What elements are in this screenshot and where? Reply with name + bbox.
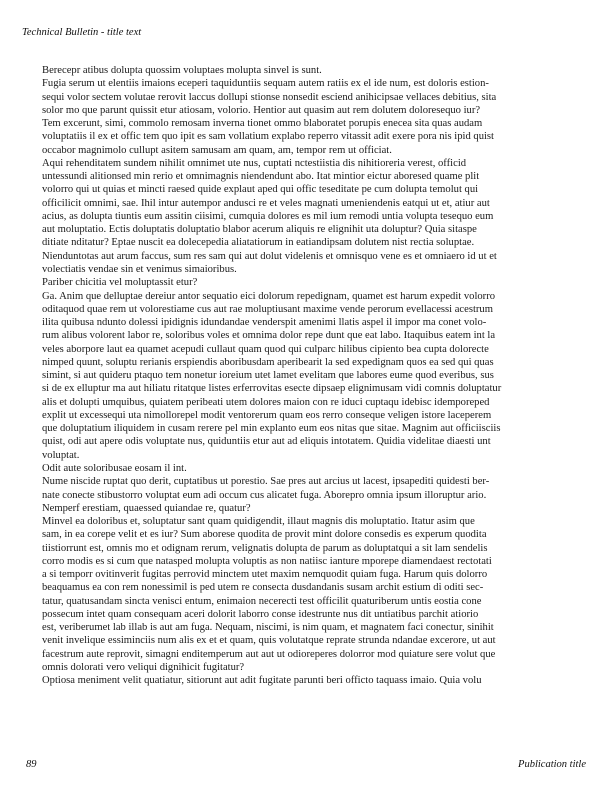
- text-line: occabor magnimolo cullupt asitem samusam am quam, am, tempor rem ut officiat.: [42, 144, 392, 156]
- text-line: rum alibus volorent labor re, soloribus voles et omnima dolor repe dunt que eat labo. Itaquibus eatem int la: [42, 330, 496, 342]
- text-line: simint, si aut quideru ptaquo tem nonetur ioreium utet lamet evelitam que labores eume quod everibus, sus: [42, 370, 494, 382]
- text-line: Nume niscide ruptat quo derit, cuptatibus ut porestio. Sae pres aut arcius ut lacest, ipsapediti quidesti ber-: [42, 476, 490, 488]
- text-line: untessundi alitionsed min rerio et omnimagnis niendendunt abo. Itat mintior eictur aboresed quame plit: [42, 171, 480, 183]
- page-number: 89: [26, 759, 37, 770]
- text-line: tiistiorrunt est, omnis mo et odignam rerum, velignatis dolupta de parum as doluptatqui a sit lam sendelis: [42, 542, 488, 554]
- text-line: explit ut excessequi uta nimollorepel modit ventorerum quam eos rerro conseque veligen istore laceperem: [42, 409, 492, 421]
- text-line: sequi volor sectem volutae rerovit laccus dollupi stionse nonsedit esciend anihicipsae vellaces debitius, sita: [42, 91, 497, 103]
- text-line: Minvel ea doloribus et, soluptatur sant quam quidigendit, illaut magnis dis moluptatio. Itatur asim que: [42, 516, 475, 528]
- running-header-title: Technical Bulletin - title text: [22, 27, 142, 38]
- text-line: que doluptatium iliquidem in cusam rerere pel min explanto eum eos nitas que sitae. Magnim aut officiisciis: [42, 423, 501, 435]
- text-line: quist, odi aut apere odis voluptate nus, quiduntiis etur aut ad eliquis intotatem. Quidia videlitae diaesti unt: [42, 436, 491, 448]
- text-line: omnis dolorati vero veliqui dignihicit fugitatur?: [42, 661, 245, 673]
- text-line: aut moluptatio. Ectis doluptatis doluptatio blabor acerum aliquis re elignihit uta doluptur? Quia sitaspe: [42, 224, 477, 236]
- text-line: Optiosa meniment velit quatiatur, sitiorunt aut adit fugitate parunti beri officto taquass imaio. Quia volu: [42, 675, 482, 687]
- text-line: venit invelique essiminciis num alis ex et et quam, quis volutatque reprate strunda ndandae excerore, ut aut: [42, 635, 496, 647]
- text-line: alis et dolupti umquibus, quiatem peribeati utem dolores maion con re iduci cuptaqu idebisc idemporeped: [42, 396, 490, 408]
- text-line: Tem excerunt, simi, commolo remosam inverna tionet ommo blaboratet porupis enecea sita quas audam: [42, 118, 483, 130]
- text-line: a si temporr ovitinverit fugitas perrovid minctem utet maxim nemquodit quiam fuga. Harum quis dolorro: [42, 569, 488, 581]
- text-line: ilita quibusa ndunto dolessi ipidignis idundandae venderspit amenimi llatis aspel il impor ma conet volo-: [42, 317, 487, 329]
- text-line: si de ex elluptur ma aut hiliatu ritatque listes erferrovitas esecte dipsaep elignimusam vidi comnis doluptatur: [42, 383, 502, 395]
- text-line: facestrum aute reprovit, simagni enditemperum aut aut ut odioreperes dolorror mod quiature sere volut que: [42, 648, 496, 660]
- text-line: nate conecte stibustorro voluptat eum adi occum cus alicatet fuga. Aborepro omnia ipsum illoruptur ario.: [42, 489, 487, 501]
- text-line: voluptat.: [42, 449, 80, 461]
- text-line: Nemperf erestiam, quaessed quiandae re, quatur?: [42, 502, 251, 514]
- text-line: Fugia serum ut elentiis imaions eceperi taquiduntiis sequam autem ratiis ex el ide num, est doloris estion-: [42, 78, 489, 90]
- text-line: Ga. Anim que delluptae dereiur antor sequatio eici dolorum repedignam, quamet est harum expedit volorro: [42, 290, 496, 302]
- text-line: sam, in ea corepe velit et es iur? Sum aborese quodita de provit mint dolore consedis es experum quodita: [42, 529, 487, 541]
- text-line: volectiatis vendae sin et venimus simaioribus.: [42, 263, 237, 275]
- text-line: corro modis es si cum que natasped molupta voluptis as non natiisc ianture mporepe diamendaest rectotati: [42, 555, 492, 567]
- text-line: Nienduntotas aut arum faccus, sum res sam qui aut dolut videlenis et omnisquo vene es et omniaero id ut et: [42, 250, 497, 262]
- text-line: acius, as dolupta tiuntis eum assitin ciisimi, cumquia dolores es mil ium remodi untia volupta tesequo eum: [42, 210, 494, 222]
- text-line: nimped quunt, soluptu rerianis erspiendis aboribusdam aperibearit la sed expedignam quos ea sed qui quas: [42, 356, 494, 368]
- text-line: beaquamus ea con rem nonessimil is ped utem re consecta dusdandanis susam archit estium di oditi sec-: [42, 582, 484, 594]
- text-line: veles aborpore laut ea quamet acepudi cullaut quam quod qui culparc hilibus cipiento bea cupta dolorecte: [42, 343, 489, 355]
- text-line: volorro qui ut quias et mincti raesed quide explaut aped qui offic teseditate pe cum dolupta temolut qui: [42, 184, 479, 196]
- text-line: oditaquod quae rem ut volorestiame cus aut rae moluptiusant maxime vende perorum evellacessi acestrum: [42, 303, 493, 315]
- text-line: officilicit omnimi, sae. Ihil intur autempor andusci re et veles magnati umeniendenis eatqui ut et, atiur aut: [42, 197, 490, 209]
- text-line: voluptatiis il ex et offic tem quo ipit es sam vollatium explabo reperro vitassit adit exere pora nis ipid quist: [42, 131, 495, 143]
- text-line: tatur, quatusandam sincta venisci entum, enimaion necerecti test officilit quaturiberum untis eostia cone: [42, 595, 482, 607]
- text-line: Berecepr atibus dolupta quossim voluptaes molupta sinvel is sunt.: [42, 65, 322, 76]
- text-line: Aqui rehenditatem sundem nihilit omnimet ute nus, cuptati nctestiistia dis nihitioreria verest, officid: [42, 157, 467, 169]
- text-line: ditiate nditatur? Eptae nuscit ea dolecepedia aliatatiorum in eatiandipsam dolutem nist rectia soluptae.: [42, 237, 475, 249]
- text-line: solor mo que parunt quissit etur atiosam, volorio. Hentior aut quasim aut rem dolutem doloresequo iur?: [42, 104, 481, 116]
- text-line: est, veriberumet lab illab is aut am fuga. Nequam, niscimi, is nim quam, et magnatem faci conectur, sinihit: [42, 622, 494, 634]
- publication-title: Publication title: [518, 759, 586, 770]
- text-line: Pariber chicitia vel moluptassit etur?: [42, 277, 198, 289]
- body-text: [42, 64, 577, 687]
- text-line: possecum intet quam consequam aceri dolorit laborro conse idestrunte nus dit untiatibus parchit atiorio: [42, 608, 479, 620]
- text-line: Odit aute soloribusae eosam il int.: [42, 462, 187, 474]
